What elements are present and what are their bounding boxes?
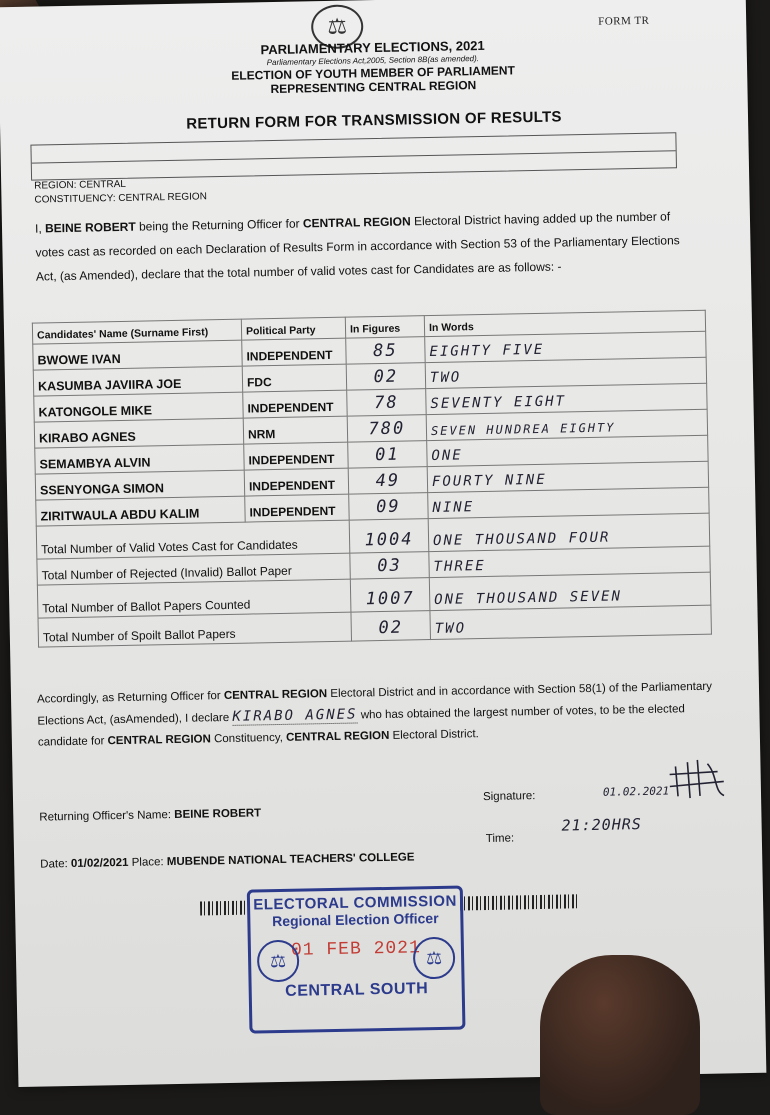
regional-election-officer-stamp [247,885,466,1033]
stamp-date: 01 FEB 2021 [290,938,422,961]
election-type: ELECTION OF YOUTH MEMBER OF PARLIAMENT [231,63,515,83]
barcode-left [200,901,248,916]
candidate-words: ONE [427,435,708,466]
signature-scribble-icon [667,755,728,802]
region-label: REGION: CENTRAL [34,178,126,192]
total-label: Total Number of Valid Votes Cast for Candidates [36,520,350,559]
signature-label: Signature: [482,790,536,804]
candidate-words: SEVEN HUNDREA EIGHTY [426,409,707,440]
candidate-party: INDEPENDENT [245,494,349,522]
officer-name-inline: BEINE ROBERT [44,219,136,236]
candidate-words: SEVENTY EIGHT [426,383,707,414]
signature-date: 01.02.2021 [602,784,670,799]
candidate-figures: 780 [347,415,426,443]
candidate-figures: 49 [348,467,427,495]
total-words: TWO [430,605,712,639]
district-inline: CENTRAL REGION [302,214,411,231]
candidate-figures: 02 [346,363,425,391]
date-place-line: Date: 01/02/2021 Place: MUBENDE NATIONAL TEACHERS' COLLEGE [40,851,415,871]
doc-title: PARLIAMENTARY ELECTIONS, 2021 [260,37,485,58]
total-figures: 03 [350,552,429,580]
total-words: THREE [429,546,710,577]
candidate-name: KIRABO AGNES [34,418,243,448]
winner-name: KIRABO AGNES [232,706,358,725]
candidate-name: KATONGOLE MIKE [34,392,243,422]
candidate-party: NRM [243,416,347,444]
candidate-name: KASUMBA JAVIIRA JOE [33,366,242,396]
returning-officer-name: BEINE ROBERT [174,807,262,822]
finger-bottom-right [540,955,700,1115]
candidate-name: BWOWE IVAN [33,340,242,370]
col-header-party: Political Party [241,317,345,340]
candidate-figures: 85 [346,337,425,365]
candidate-figures: 78 [347,389,426,417]
total-label: Total Number of Rejected (Invalid) Ballot Paper [37,553,350,585]
total-figures: 1007 [350,578,430,613]
candidate-figures: 01 [348,441,427,469]
region-box [30,132,677,180]
col-header-name: Candidates' Name (Surname First) [32,319,241,344]
time-value: 21:20HRS [561,815,642,835]
returning-officer-line: Returning Officer's Name: BEINE ROBERT [39,807,262,824]
act-reference: Parliamentary Elections Act,2005, Section 8B(as amended). [266,54,480,68]
candidate-words: TWO [425,357,706,388]
electoral-commission-seal-icon: ⚖ [311,4,364,49]
candidate-name: ZIRITWAULA ABDU KALIM [36,496,245,526]
representing-region: REPRESENTING CENTRAL REGION [270,78,477,97]
intro-paragraph: I, BEINE ROBERT being the Returning Officer for CENTRAL REGION Electoral District having added up the number of votes cast as recorded on each Declaration of Results Form in accordance with Section 53 of the Parliamentary Elections Act, (as Amended), declare that the total number of valid votes cast for Candidates are as follows: - [34,209,680,284]
stamp-title: Regional Election Officer [271,909,439,930]
constituency-label: CONSTITUENCY: CENTRAL REGION [34,191,207,206]
form-code: FORM TR [598,14,650,28]
candidate-words: NINE [428,487,709,518]
stamp-org: ELECTORAL COMMISSION [253,892,457,914]
results-table [32,310,712,648]
candidate-party: INDEPENDENT [244,468,348,496]
total-words: ONE THOUSAND SEVEN [429,572,711,610]
date-value: 01/02/2021 [70,856,129,871]
total-figures: 1004 [349,519,429,554]
time-label: Time: [485,832,515,846]
stamp-seal-right-icon: ⚖ [413,937,456,980]
place-value: MUBENDE NATIONAL TEACHERS' COLLEGE [166,851,415,869]
candidate-words: EIGHTY FIVE [425,331,706,362]
barcode-right [460,894,578,910]
total-label: Total Number of Ballot Papers Counted [37,579,351,618]
total-figures: 02 [351,611,431,642]
stamp-region: CENTRAL SOUTH [285,980,429,1000]
candidate-name: SEMAMBYA ALVIN [35,444,244,474]
stamp-seal-left-icon: ⚖ [257,940,300,983]
candidate-party: INDEPENDENT [243,390,347,418]
declaration-paragraph: Accordingly, as Returning Officer for CENTRAL REGION Electoral District and in accordance with Section 58(1) of the Parliamentary Elections Act, (asAmended), I declare KIRABO AGNES who has obtained the largest number of votes, to be the elected candidate for CENTRAL REGION Constituency, CENTRAL REGION Electoral District. [36,680,713,749]
candidate-party: INDEPENDENT [242,338,346,366]
col-header-words: In Words [424,310,705,336]
candidate-name: SSENYONGA SIMON [35,470,244,500]
candidate-figures: 09 [349,493,428,521]
candidate-party: FDC [242,364,346,392]
candidate-party: INDEPENDENT [244,442,348,470]
total-words: ONE THOUSAND FOUR [428,513,710,551]
candidate-words: FOURTY NINE [427,461,708,492]
total-label: Total Number of Spoilt Ballot Papers [38,612,351,647]
form-title: RETURN FORM FOR TRANSMISSION OF RESULTS [186,108,562,133]
col-header-figures: In Figures [345,316,424,339]
